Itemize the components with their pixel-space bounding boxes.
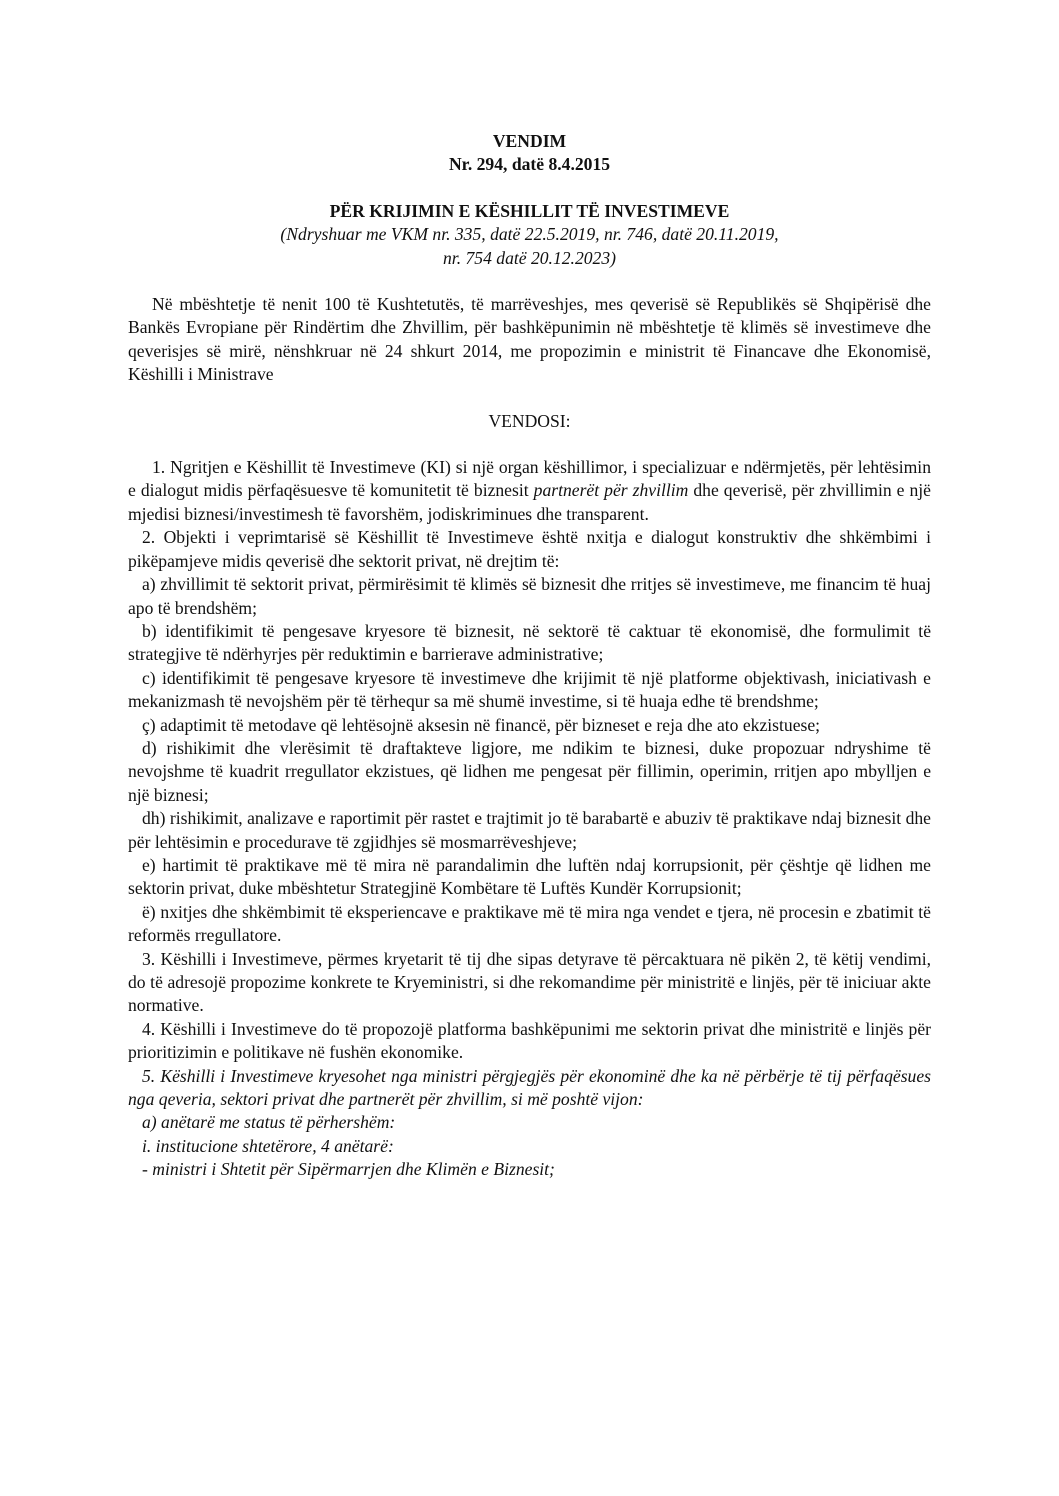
- point-2-item-d: d) rishikimit dhe vlerësimit të draftakteve ligjore, me ndikim te biznesi, duke propozuar ndryshime të nevojshme të kuadrit rregullator ekzistues, që lidhen me pengesat për fillimin, operimin, rritjen apo mbylljen e një biznesi;: [128, 737, 931, 805]
- point-1-italic-term: partnerët për zhvillim: [533, 480, 689, 501]
- point-2-item-b: b) identifikimit të pengesave kryesore të biznesit, në sektorë të caktuar të ekonomisë, dhe formulimit të strategjive të ndërhyrjes për reduktimin e barrierave administrative;: [128, 620, 931, 665]
- point-2-item-a: a) zhvillimit të sektorit privat, përmirësimit të klimës së biznesit dhe rritjes së investimeve, me financim të huaj apo të brendshëm;: [128, 574, 931, 618]
- point-2-item-dh: dh) rishikimit, analizave e raportimit për rastet e trajtimit jo të barabartë e abuziv të praktikave ndaj biznesit dhe për lehtësimin e procedurave të zgjidhjes së mosmarrëveshjeve;: [128, 808, 931, 852]
- point-1-text-start: 1. Ngritjen e Këshillit të Investimeve (KI) si një organ këshillimor, i specializuar e ndërmjetës, për lehtësimin e dialogut midis përfaqësuesve të komunitetit të biznesit: [128, 457, 931, 501]
- amendment-note-line-2: nr. 754 datë 20.12.2023): [443, 247, 616, 268]
- point-1-text-end: dhe qeverisë, për zhvillimin e një mjedisi biznesi/investimesh të favorshëm, jodiskriminues dhe transparent.: [128, 480, 931, 524]
- decides-heading: VENDOSI:: [488, 410, 571, 431]
- document-content: [128, 130, 931, 1182]
- document-title: VENDIM: [492, 131, 567, 151]
- point-5-item-a: a) anëtarë me status të përhershëm:: [142, 1112, 396, 1133]
- point-2-item-c: c) identifikimit të pengesave kryesore të investimeve dhe krijimit të një platforme objektivash, iniciativash e mekanizmash të nevojshëm për të tërhequr sa më shumë investime, si të huaja edhe të brendshme;: [128, 667, 931, 712]
- decision-subject: PËR KRIJIMIN E KËSHILLIT TË INVESTIMEVE: [329, 200, 730, 221]
- point-1-paragraph: [128, 456, 931, 526]
- point-5-paragraph: 5. Këshilli i Investimeve kryesohet nga ministri përgjegjës për ekonominë dhe ka në përbërje të tij përfaqësues nga qeveria, sektori privat dhe partnerët për zhvillim, si më poshtë vijon:: [128, 1065, 931, 1110]
- point-2-paragraph: 2. Objekti i veprimtarisë së Këshillit të Investimeve është nxitja e dialogut konstruktiv dhe shkëmbimi i pikëpamjeve midis qeverisë dhe sektorit privat, në drejtim të:: [128, 527, 931, 571]
- point-4-paragraph: 4. Këshilli i Investimeve do të propozojë platforma bashkëpunimi me sektorin privat dhe ministritë e linjës për prioritizimin e politikave në fushën ekonomike.: [128, 1018, 931, 1063]
- point-2-list: [128, 573, 931, 948]
- point-2-item-e-diaeresis: ë) nxitjes dhe shkëmbimit të eksperiencave e praktikave më të mira nga vendet e tjera, në procesin e zbatimit të reformës rregullatore.: [128, 901, 931, 946]
- point-2-item-e: e) hartimit të praktikave më të mira në parandalimin dhe luftën ndaj korrupsionit, për çështje që lidhen me sektorin privat, duke mbështetur Strategjinë Kombëtare të Luftës Kundër Korrupsionit;: [128, 854, 931, 899]
- amendment-note-line-1: (Ndryshuar me VKM nr. 335, datë 22.5.2019, nr. 746, datë 20.11.2019,: [280, 224, 779, 245]
- point-5-list: [128, 1111, 931, 1181]
- point-5-item-dash: - ministri i Shtetit për Sipërmarrjen dhe Klimën e Biznesit;: [142, 1159, 555, 1180]
- point-5-item-i: i. institucione shtetërore, 4 anëtarë:: [142, 1135, 394, 1156]
- point-3-paragraph: 3. Këshilli i Investimeve, përmes kryetarit të tij dhe sipas detyrave të përcaktuara në pikën 2, të këtij vendimi, do të adresojë propozime konkrete te Kryeministri, si dhe rekomandime për ministritë e linjës, për të iniciuar akte normative.: [128, 948, 931, 1016]
- decision-number: Nr. 294, datë 8.4.2015: [448, 154, 611, 175]
- preamble-paragraph: Në mbështetje të nenit 100 të Kushtetutës, të marrëveshjes, mes qeverisë së Republikës së Shqipërisë dhe Bankës Evropiane për Rindërtim dhe Zhvillim, për bashkëpunimin në mbështetje të klimës së investimeve dhe qeverisjes së mirë, nënshkruar në 24 shkurt 2014, me propozimin e ministrit të Financave dhe Ekonomisë, Këshilli i Ministrave: [128, 294, 931, 385]
- point-2-item-c-cedilla: ç) adaptimit të metodave që lehtësojnë aksesin në financë, për bizneset e reja dhe ato ekzistuese;: [142, 714, 821, 735]
